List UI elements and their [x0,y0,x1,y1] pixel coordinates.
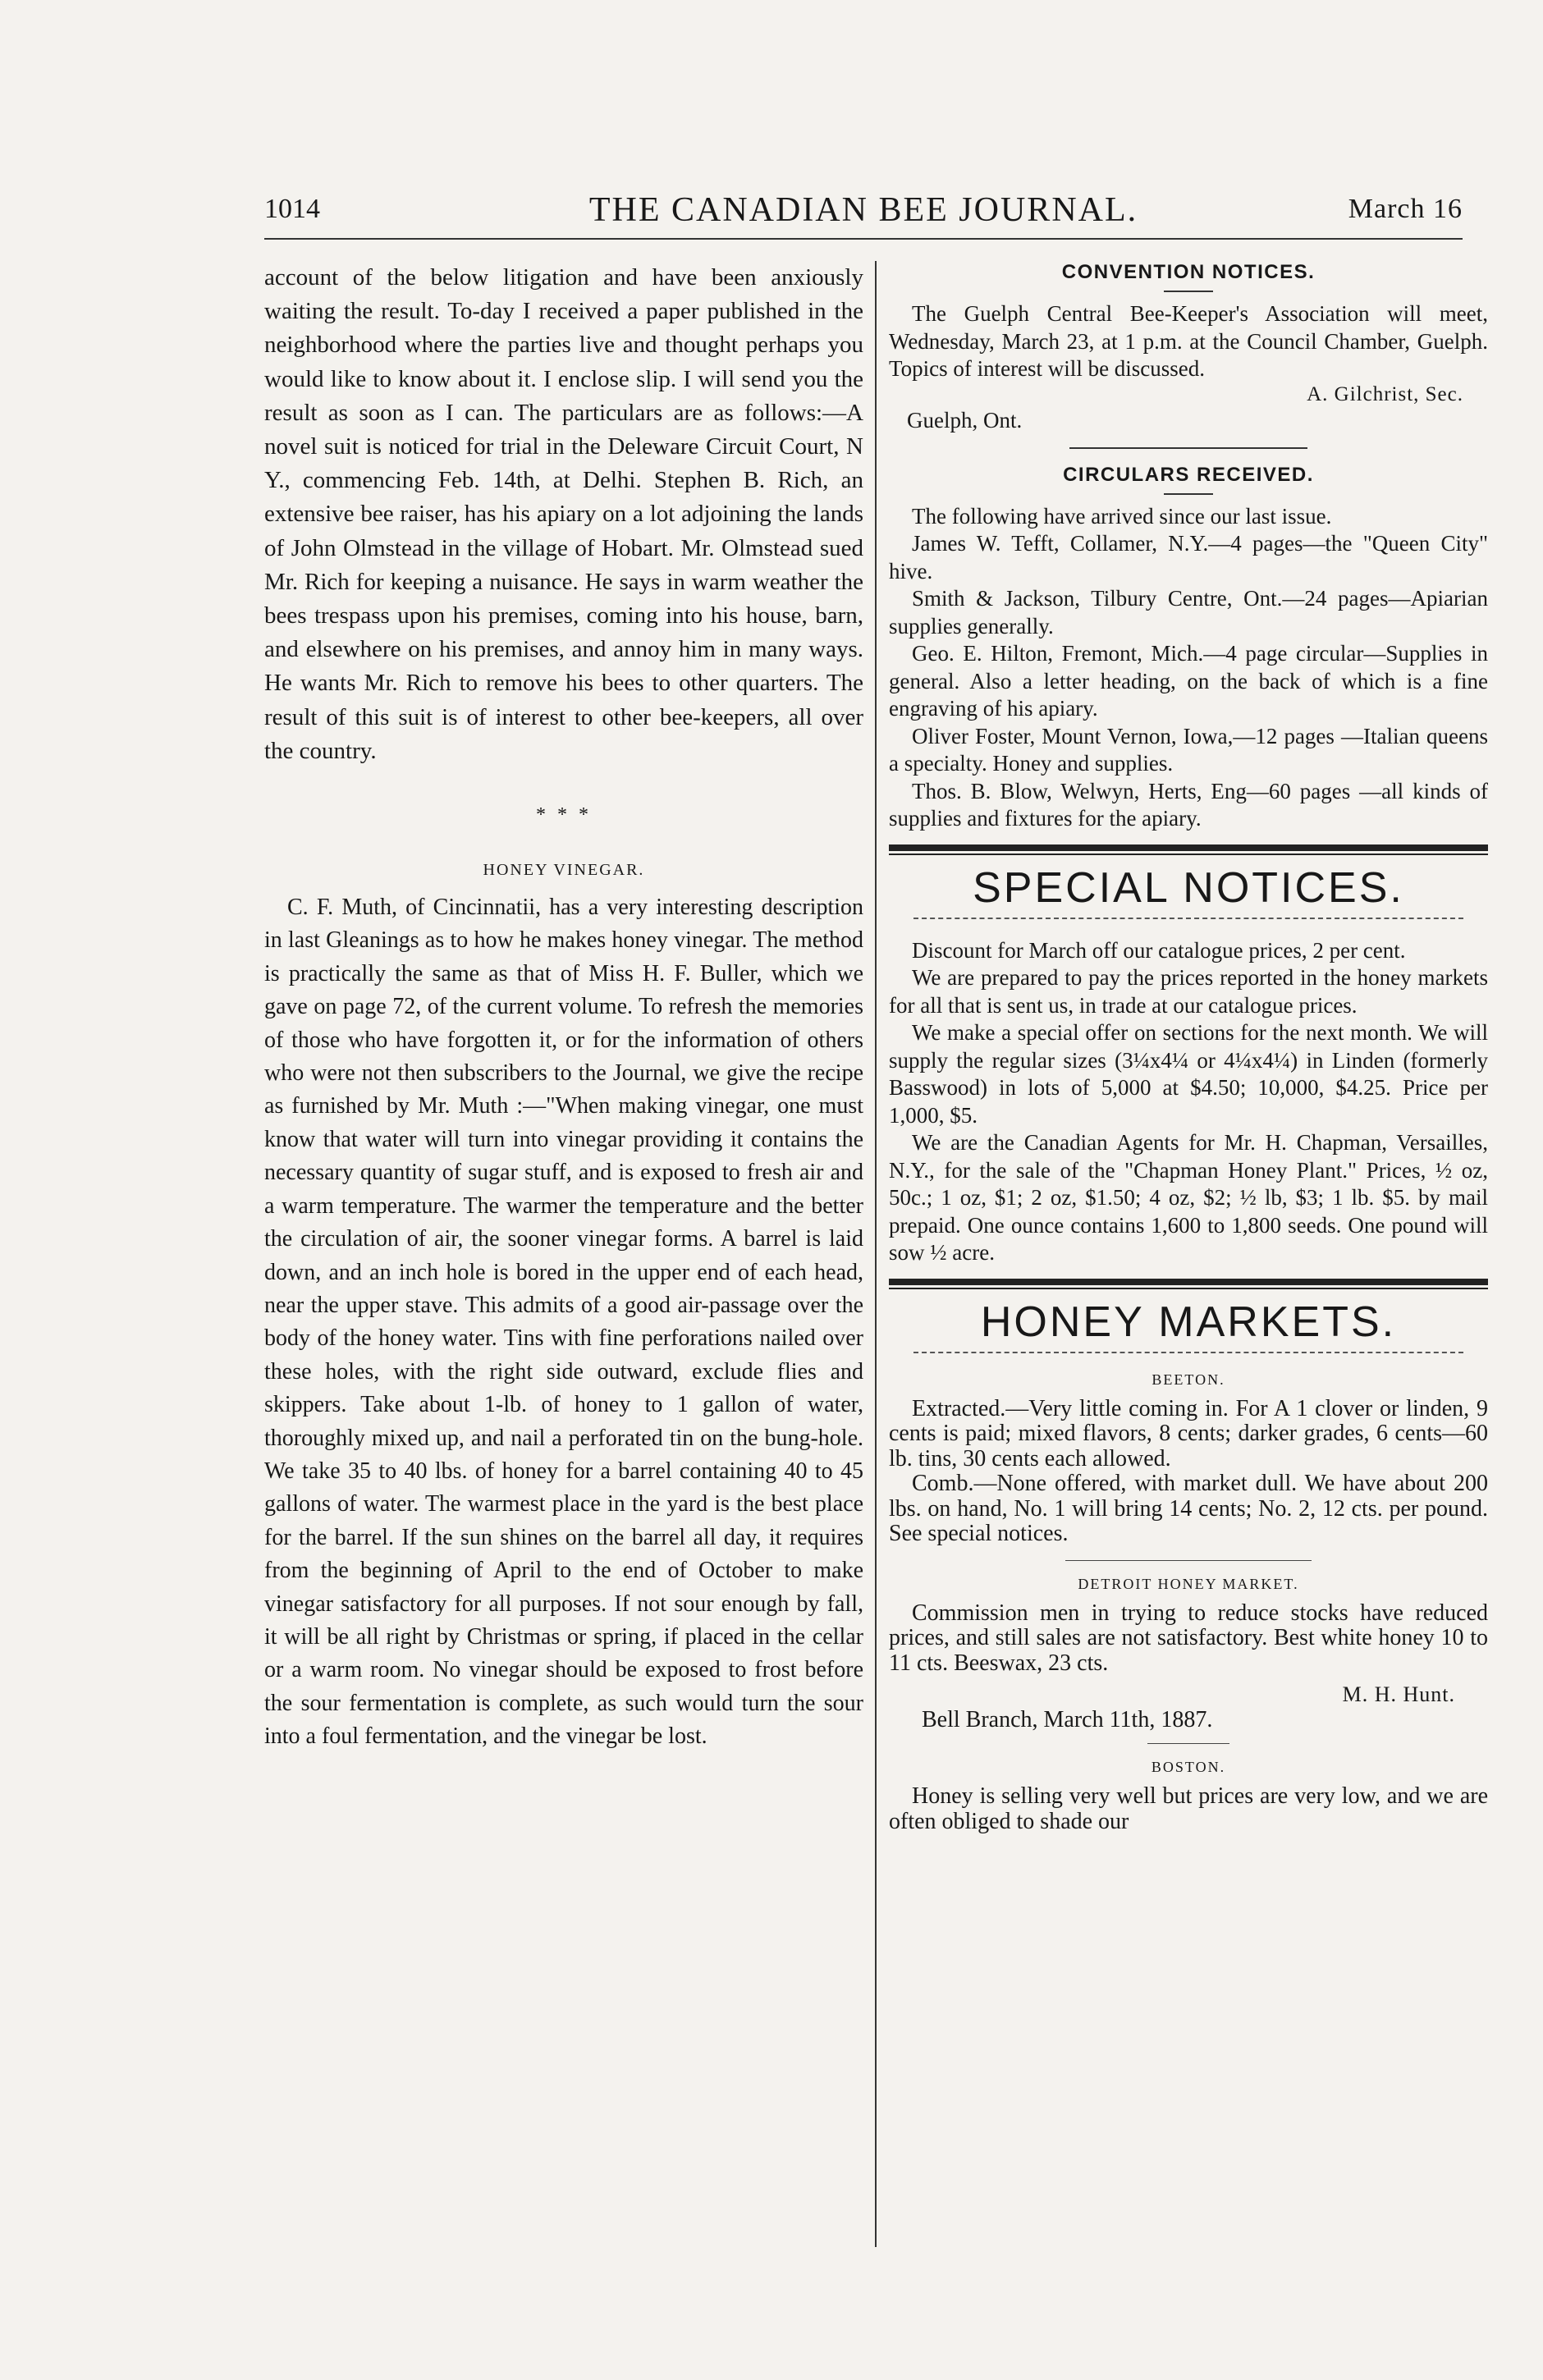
heading-rule [1164,493,1213,495]
special-notice: We are the Canadian Agents for Mr. H. Chapman, Versailles, N.Y., for the sale of the "Chapman Honey Plant." Prices, ½ oz, 50c.; 1 oz, $1; 2 oz, $1.50; 4 oz, $2; ½ lb, $3; 1 lb. $5. by mail prepaid. One ounce contains 1,600 to 1,800 seeds. One pound will sow ½ acre. [889,1130,1488,1265]
special-notice: We make a special offer on sections for the next month. We will supply the regular sizes (3¼x4¼ or 4¼x4¼) in Linden (formerly Basswood) in lots of 5,000 at $4.50; 10,000, $4.25. Price per 1,000, $5. [889,1020,1488,1128]
special-notice: Discount for March off our catalogue prices, 2 per cent. [912,937,1406,963]
right-column [889,261,1488,1834]
column-divider [875,261,877,2247]
circulars-heading: CIRCULARS RECEIVED. [1063,463,1314,486]
detroit-place: Bell Branch, March 11th, 1887. [922,1707,1213,1732]
journal-title: THE CANADIAN BEE JOURNAL. [588,191,1138,229]
circular-item: Geo. E. Hilton, Fremont, Mich.—4 page circular—Supplies in general. Also a letter heading, on the back of which is a fine engraving of his apiary. [889,641,1488,721]
vinegar-heading: HONEY VINEGAR. [483,861,645,880]
circular-item: Thos. B. Blow, Welwyn, Herts, Eng—60 pages —all kinds of supplies and fixtures for the apiary. [889,778,1488,831]
market-rule [1065,1560,1312,1561]
circular-item: Oliver Foster, Mount Vernon, Iowa,—12 pages —Italian queens a specialty. Honey and supplies. [889,723,1488,776]
convention-heading: CONVENTION NOTICES. [1061,261,1316,283]
detroit-paragraph: Commission men in trying to reduce stocks have reduced prices, and still sales are not satisfactory. Best white honey 10 to 11 cts. Beeswax, 23 cts. [889,1600,1488,1676]
convention-place: Guelph, Ont. [907,407,1023,433]
dashed-rule [913,918,1463,919]
litigation-paragraph: account of the below litigation and have been anxiously waiting the result. To-day I received a paper published in the neighborhood where the parties live and thought perhaps you would like to know about it. I enclose slip. I will send you the result as soon as I can. The particulars are as follows:—A novel suit is noticed for trial in the Deleware Circuit Court, N Y., commencing Feb. 14th, at Delhi. Stephen B. Rich, an extensive bee raiser, has his apiary on a lot adjoining the lands of John Olmstead in the village of Hobart. Mr. Olmstead sued Mr. Rich for keeping a nuisance. He says in warm weather the bees trespass upon his premises, coming into his house, barn, and elsewhere on his premises, and annoy him in many ways. He wants Mr. Rich to remove his bees to other quarters. The result of this suit is of interest to other bee-keepers, all over the country. [264,264,863,764]
boston-paragraph: Honey is selling very well but prices are very low, and we are often obliged to shade our [889,1783,1488,1834]
beeton-heading: BEETON. [1152,1371,1225,1388]
special-notices-heading: SPECIAL NOTICES. [973,863,1404,912]
boston-heading: BOSTON. [1151,1759,1226,1775]
detroit-heading: DETROIT HONEY MARKET. [1078,1575,1299,1592]
section-stars: * * * [536,804,592,826]
dashed-rule [913,1352,1463,1353]
special-notice: We are prepared to pay the prices reported in the honey markets for all that is sent us, in trade at our catalogue prices. [889,965,1488,1018]
left-column [264,261,863,1754]
thick-rule [889,1279,1488,1285]
beeton-comb: Comb.—None offered, with market dull. We have about 200 lbs. on hand, No. 1 will bring 14 cents; No. 2, 12 cts. per pound. See special notices. [889,1471,1488,1546]
circular-item: Smith & Jackson, Tilbury Centre, Ont.—24 pages—Apiarian supplies generally. [889,586,1488,638]
circular-item: The following have arrived since our last issue. [912,503,1332,529]
beeton-extracted: Extracted.—Very little coming in. For A 1 clover or linden, 9 cents is paid; mixed flavors, 8 cents; darker grades, 6 cents—60 lb. tins, 30 cents each allowed. [889,1395,1488,1471]
page-header [264,190,1463,240]
convention-text: The Guelph Central Bee-Keeper's Association will meet, Wednesday, March 23, at 1 p.m. at the Council Chamber, Guelph. Topics of interest will be discussed. [889,301,1488,381]
page-number: 1014 [264,194,320,224]
circular-item: James W. Tefft, Collamer, N.Y.—4 pages—the "Queen City" hive. [889,531,1488,584]
thin-rule [889,854,1488,855]
ornament-rule [1069,447,1307,449]
thin-rule [889,1288,1488,1289]
market-rule [1147,1743,1229,1744]
honey-markets-heading: HONEY MARKETS. [980,1298,1397,1346]
thick-rule [889,844,1488,851]
issue-date: March 16 [1348,194,1463,224]
vinegar-paragraph: C. F. Muth, of Cincinnatii, has a very interesting description in last Gleanings as to how he makes honey vinegar. The method is practically the same as that of Miss H. F. Buller, which we gave on page 72, of the current volume. To refresh the memories of those who have forgotten it, or for the information of others who were not then subscribers to the Journal, we give the recipe as furnished by Mr. Muth :—"When making vinegar, one must know that water will turn into vinegar providing it contains the necessary quantity of sugar stuff, and is exposed to fresh air and a warm temperature. The warmer the temperature and the better the circulation of air, the sooner vinegar forms. A barrel is laid down, and an inch hole is bored in the upper end of each head, near the upper stave. This admits of a good air-passage over the body of the honey water. Tins with fine perforations nailed over these holes, with the right side outward, exclude flies and skippers. Take about 1-lb. of honey to 1 gallon of water, thoroughly mixed up, and nail a perforated tin on the bung-hole. We take 35 to 40 lbs. of honey for a barrel containing 40 to 45 gallons of water. The warmest place in the yard is the best place for the barrel. If the sun shines on the barrel all day, it requires from the beginning of April to the end of October to make vinegar satisfactory for all purposes. If not sour enough by fall, it will be all right by Christmas or spring, if placed in the cellar or a warm room. No vinegar should be exposed to frost before the sour fermentation is complete, as such would turn the sour into a foul fermentation, and the vinegar be lost. [264,895,863,1750]
heading-rule [1164,291,1213,292]
convention-signature: A. Gilchrist, Sec. [1307,382,1463,405]
detroit-signature: M. H. Hunt. [1342,1682,1455,1706]
